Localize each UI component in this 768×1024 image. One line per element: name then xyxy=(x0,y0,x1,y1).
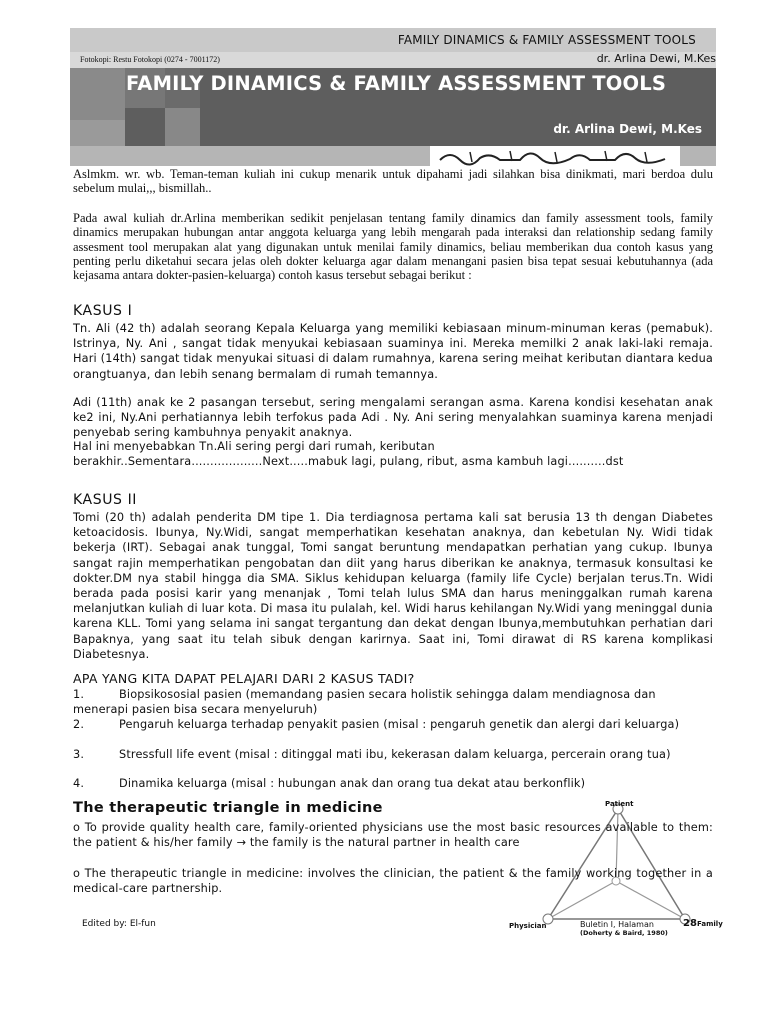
header-strip-title: FAMILY DINAMICS & FAMILY ASSESSMENT TOOLS xyxy=(397,33,696,47)
lesson-number: 1. xyxy=(73,688,85,701)
lesson-text: Biopsikososial pasien (memandang pasien secara holistik sehingga dalam mendiagnosa dan menerapi pasien bisa secara menyeluruh) xyxy=(73,688,656,716)
fotokopi-note: Fotokopi: Restu Fotokopi (0274 - 7001172) xyxy=(80,55,220,64)
triangle-bullet-2: o The therapeutic triangle in medicine: involves the clinician, the patient & the family working together in a medical-care partnership. xyxy=(73,867,713,896)
footer-edited-by: Edited by: El-fun xyxy=(82,919,156,929)
document-author: dr. Arlina Dewi, M.Kes xyxy=(553,122,702,136)
kasus-1-heading: KASUS I xyxy=(73,303,133,319)
lesson-number: 4. xyxy=(73,777,85,790)
lesson-text: Stressfull life event (misal : ditinggal mati ibu, kekerasan dalam keluarga, percerain orang tua) xyxy=(119,748,671,761)
kasus-1-paragraph-2: Adi (11th) anak ke 2 pasangan tersebut, sering mengalami serangan asma. Karena kondisi kesehatan anak ke2 ini, Ny.Ani perhatiannya lebih terfokus pada Adi . Ny. Ani sering menyalahkan suaminya karena menjadi penyebab sering kambuhnya penyakit anaknya. xyxy=(73,396,713,440)
lesson-number: 2. xyxy=(73,718,85,731)
triangle-citation: (Doherty & Baird, 1980) xyxy=(580,929,668,937)
lesson-item xyxy=(73,718,713,733)
triangle-bullet-1: o To provide quality health care, family-oriented physicians use the most basic resources available to them: the patient & his/her family → the family is the natural partner in health care xyxy=(73,821,713,850)
footer-page-info: Buletin I, Halaman xyxy=(580,920,654,929)
kasus-1-paragraph-3: Hal ini menyebabkan Tn.Ali sering pergi dari rumah, keributan berakhir..Sementara...................Next.....mabuk lagi, pulang, ribut, asma kambuh lagi..........dst xyxy=(73,440,624,469)
kasus-2-paragraph: Tomi (20 th) adalah penderita DM tipe 1. Dia terdiagnosa pertama kali sat berusia 13 th dengan Diabetes ketoacidosis. Ibunya, Ny.Widi, sangat memperhatikan kesehatan anaknya, dan kebetulan Ny. Widi tidak bekerja (IRT). Sebagai anak tunggal, Tomi sangat beruntung mendapatkan perhatian yang cukup. Ibunya sangat rajin memperhatikan pengobatan dan diit yang harus diberikan ke anaknya, termasuk konsultasi ke dokter.DM nya stabil hingga dia SMA. Siklus kehidupan keluarga (family life Cycle) berjalan terus.Tn. Widi berada pada posisi karir yang menanjak , Tomi telah lulus SMA dan harus meninggalkan rumah karena melanjutkan kuliah di luar kota. Di masa itu pulalah, kel. Widi harus kehilangan Ny.Widi yang meninggal dunia karena KLL. Tomi yang selama ini sangat tergantung dan dekat dengan Ibunya,membutuhkan perhatian dari Bapaknya, yang saat itu telah sibuk dengan karirnya. Saat ini, Tomi dirawat di RS karena komplikasi Diabetesnya. xyxy=(73,511,713,661)
basmalah-calligraphy xyxy=(430,146,680,166)
triangle-label-patient: Patient xyxy=(605,800,634,808)
lesson-item xyxy=(73,777,713,792)
intro-paragraph: Pada awal kuliah dr.Arlina memberikan sedikit penjelasan tentang family dinamics dan family assessment tools, family dinamics merupakan hubungan antar anggota keluarga yang lebih mengarah pada interaksi dan relationship sedang family assesment tool merupakan alat yang digunakan untuk menilai family dinamics, beliau memberikan dua contoh kasus yang penting perlu diketahui secara jelas oleh dokter keluarga agar dalam menangani pasien bisa tepat sesuai kebutuhannya (ada kejasama antara dokter-pasien-keluarga) contoh kasus tersebut sebagai berikut : xyxy=(73,211,713,283)
lesson-item xyxy=(73,688,713,717)
lesson-number: 3. xyxy=(73,748,85,761)
lesson-text: Dinamika keluarga (misal : hubungan anak dan orang tua dekat atau berkonflik) xyxy=(119,777,586,790)
triangle-heading: The therapeutic triangle in medicine xyxy=(73,800,383,816)
kasus-2-heading: KASUS II xyxy=(73,492,138,508)
footer-page-number: 28 xyxy=(683,918,697,929)
header-author: dr. Arlina Dewi, M.Kes xyxy=(596,52,716,65)
lesson-item xyxy=(73,748,713,763)
document-title: FAMILY DINAMICS & FAMILY ASSESSMENT TOOLS xyxy=(126,72,667,95)
lessons-heading: APA YANG KITA DAPAT PELAJARI DARI 2 KASUS TADI? xyxy=(73,671,415,686)
triangle-label-physician: Physician xyxy=(509,922,547,930)
intro-greeting: Aslmkm. wr. wb. Teman-teman kuliah ini cukup menarik untuk dipahami jadi silahkan bisa dinikmati, mari berdoa dulu sebelum mulai,,, bismillah.. xyxy=(73,167,713,196)
kasus-1-paragraph-1: Tn. Ali (42 th) adalah seorang Kepala Keluarga yang memiliki kebiasaan minum-minuman keras (pemabuk). Istrinya, Ny. Ani , sangat tidak menyukai kebiasaan suaminya ini. Mereka memilki 2 anak laki-laki remaja. Hari (14th) sangat tidak menyukai situasi di dalam rumahnya, karena sering meihat keributan diantara kedua orangtuanya, dan lebih senang bermalam di rumah temannya. xyxy=(73,322,713,381)
triangle-label-family: Family xyxy=(697,920,723,928)
lesson-text: Pengaruh keluarga terhadap penyakit pasien (misal : pengaruh genetik dan alergi dari keluarga) xyxy=(119,718,680,731)
